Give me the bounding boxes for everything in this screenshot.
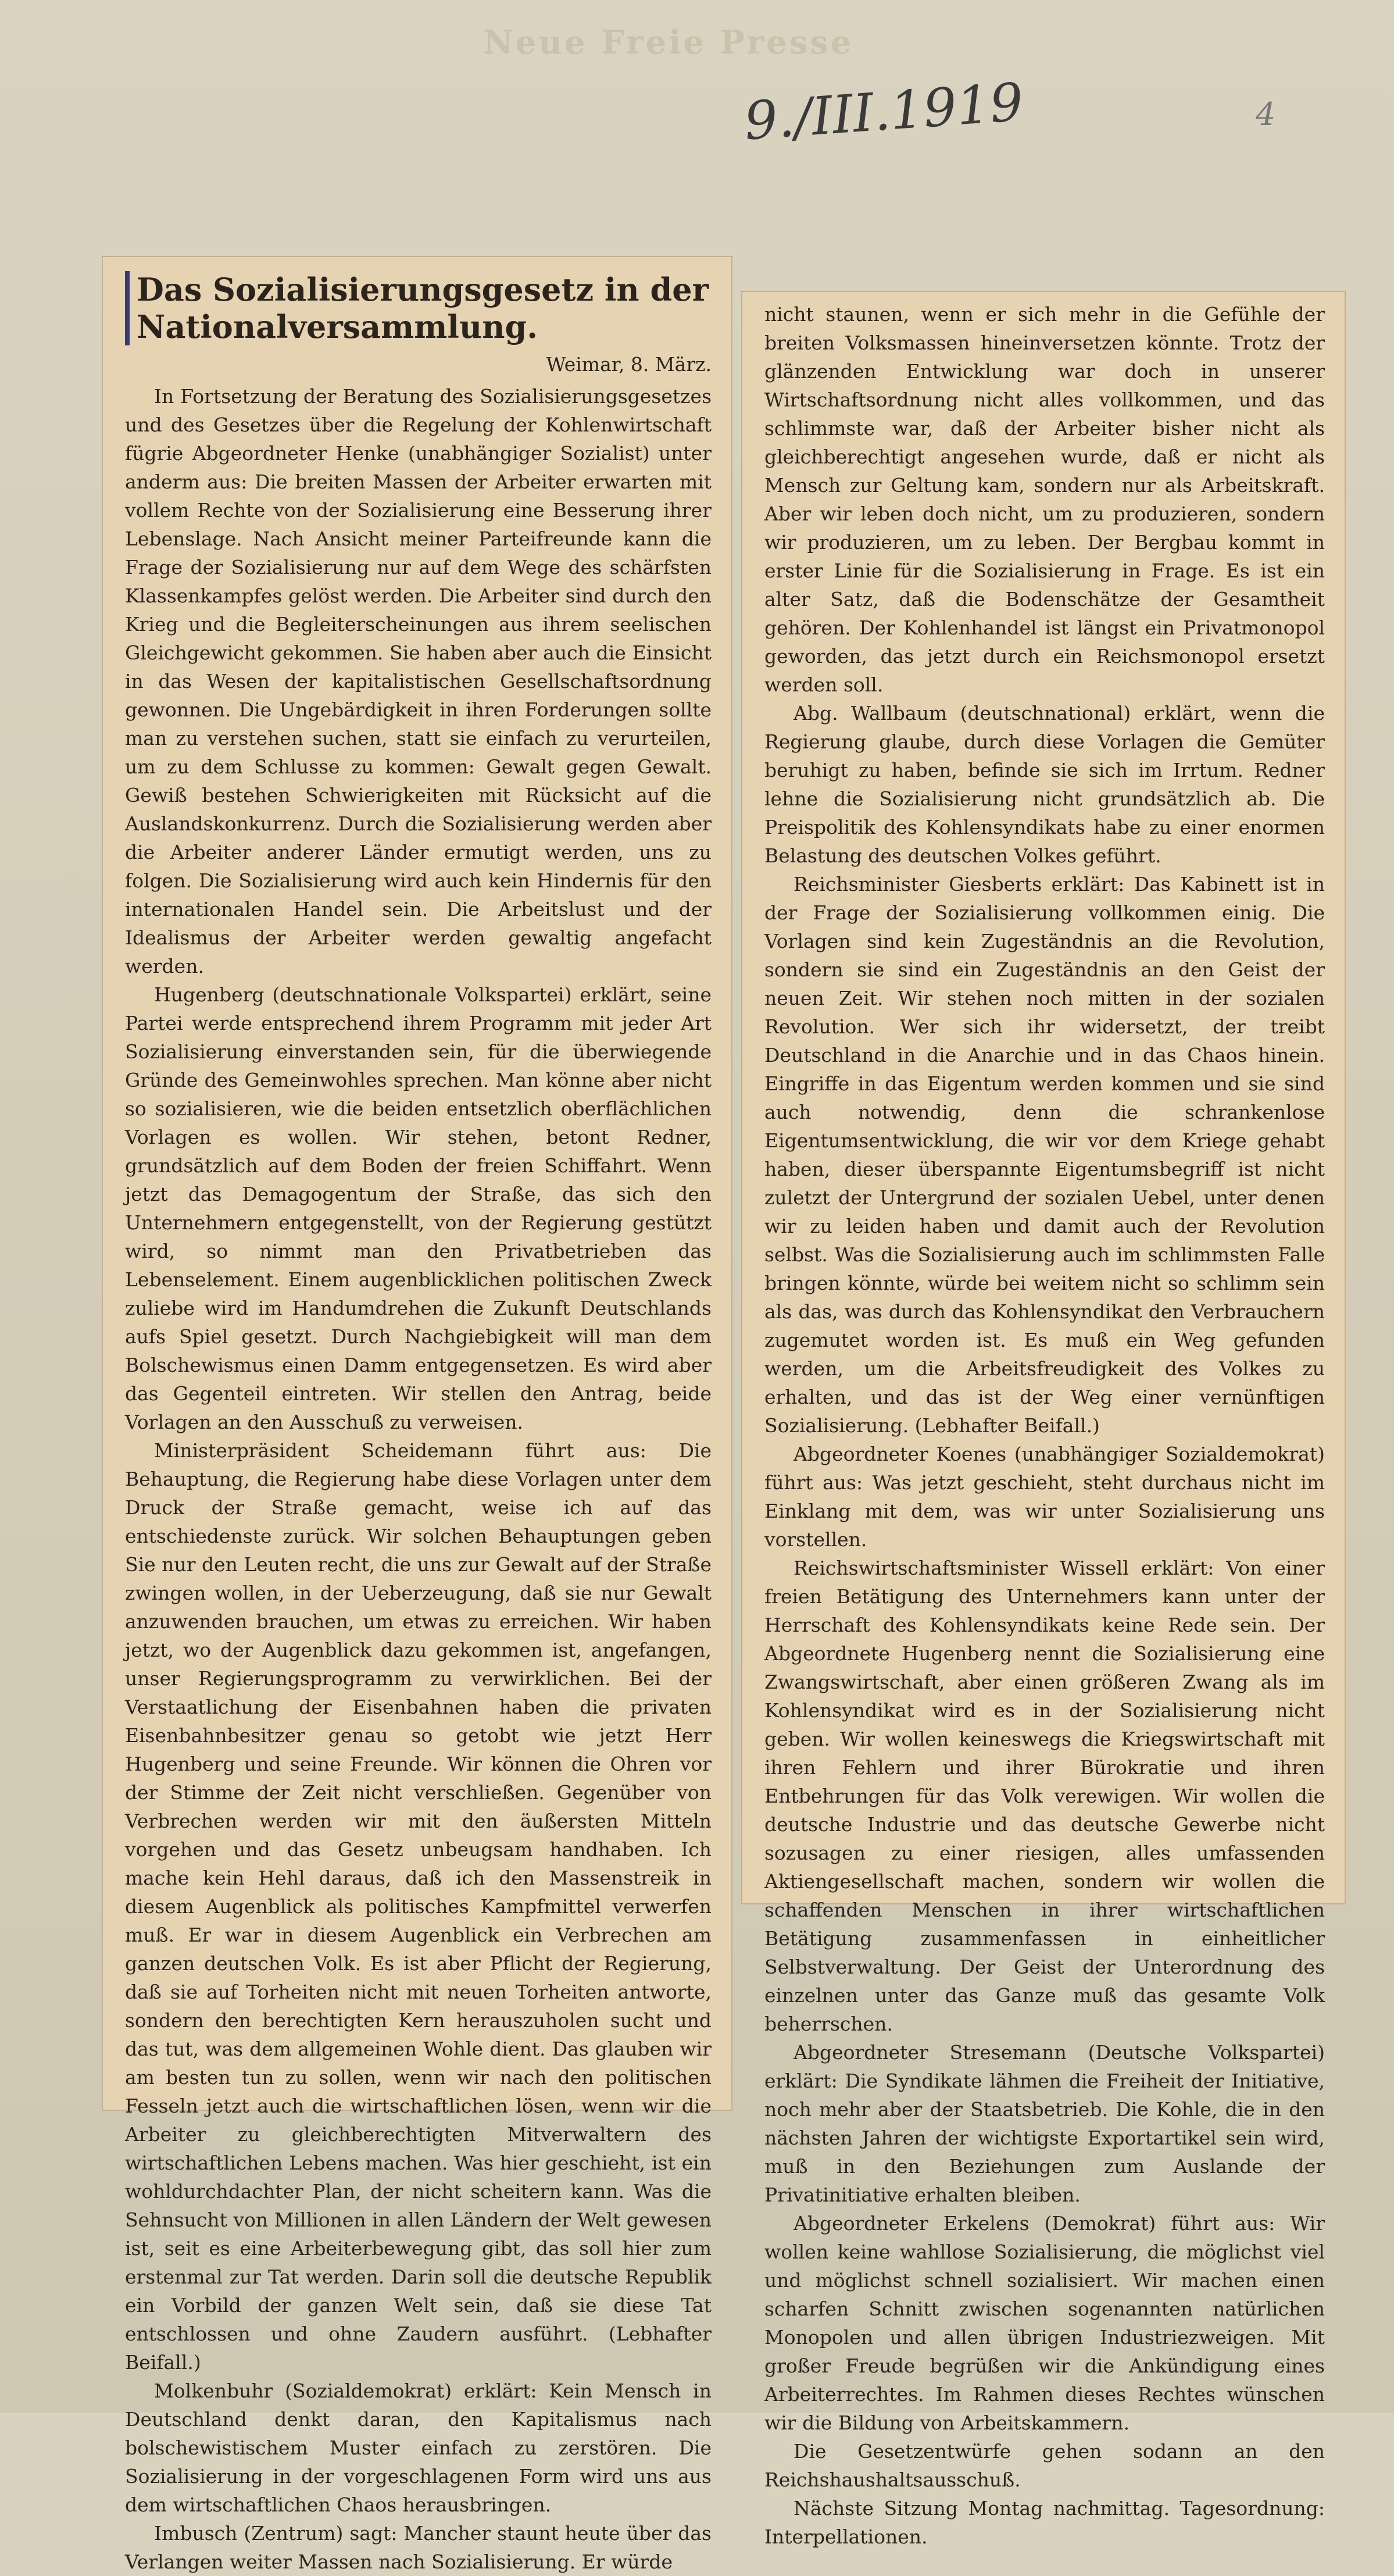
- paragraph: Abg. Wallbaum (deutschnational) erklärt, wenn die Regierung glaube, durch diese Vorlagen die Gemüter beruhigt zu haben, befinde sie sich im Irrtum. Redner lehne die Sozialisierung nicht grundsätzlich ab. Die Preispolitik des Kohlensyndikats habe zu einer enormen Belastung des deutschen Volkes geführt.: [764, 702, 1325, 867]
- paragraph: Ministerpräsident Scheidemann führt aus: Die Behauptung, die Regierung habe diese Vorlagen unter dem Druck der Straße gemacht, weise ich auf das entschiedenste zurück. Wir solchen Behauptungen geben Sie nur den Leuten recht, die uns zur Gewalt auf der Straße zwingen wollen, in der Ueberzeugung, daß sie nur Gewalt anzuwenden brauchen, um etwas zu erreichen. Wir haben jetzt, wo der Augenblick dazu gekommen ist, angefangen, unser Regierungsprogramm zu verwirklichen. Bei der Verstaatlichung der Eisenbahnen haben die privaten Eisenbahnbesitzer genau so getobt wie jetzt Herr Hugenberg und seine Freunde. Wir können die Ohren vor der Stimme der Zeit nicht verschließen. Gegenüber von Verbrechen werden wir mit den äußersten Mitteln vorgehen und das Gesetz unbeugsam handhaben. Ich mache kein Hehl daraus, daß ich den Massenstreik in diesem Augenblick als politisches Kampfmittel verwerfen muß. Er war in diesem Augenblick ein Verbrechen am ganzen deutschen Volk. Es ist aber Pflicht der Regierung, daß sie auf Torheiten nicht mit neuen Torheiten antworte, sondern den berechtigten Kern herauszuholen sucht und das tut, was dem allgemeinen Wohle dient. Das glauben wir am besten tun zu sollen, wenn wir nach den politischen Fesseln jetzt auch die wirtschaftlichen lösen, wenn wir die Arbeiter zu gleichberechtigten Mitverwaltern des wirtschaftlichen Lebens machen. Was hier geschieht, ist ein wohldurchdachter Plan, der nicht scheitern kann. Was die Sehnsucht von Millionen in allen Ländern der Welt gewesen ist, seit es eine Arbeiterbewegung gibt, das soll hier zum erstenmal zur Tat werden. Darin soll die deutsche Republik ein Vorbild der ganzen Welt sein, daß sie diese Tat entschlossen und ohne Zaudern ausführt. (Lebhafter Beifall.): [125, 1439, 712, 2374]
- paragraph: Reichswirtschaftsminister Wissell erklärt: Von einer freien Betätigung des Unternehmers kann unter der Herrschaft des Kohlensyndikats keine Rede sein. Der Abgeordnete Hugenberg nennt die Sozialisierung eine Zwangswirtschaft, aber einen größeren Zwang als im Kohlensyndikat wird es in der Sozialisierung nicht geben. Wir wollen keineswegs die Kriegswirtschaft mit ihren Fehlern und ihrer Bürokratie und ihren Entbehrungen für das Volk verewigen. Wir wollen die deutsche Industrie und das deutsche Gewerbe nicht sozusagen zu einer riesigen, alles umfassenden Aktiengesellschaft machen, sondern wir wollen die schaffenden Menschen in ihrer wirtschaftlichen Betätigung zusammenfassen in einheitlicher Selbstverwaltung. Der Geist der Unterordnung des einzelnen unter das Ganze muß das gesamte Volk beherrschen.: [764, 1557, 1325, 2035]
- paragraph: Abgeordneter Stresemann (Deutsche Volkspartei) erklärt: Die Syndikate lähmen die Freiheit der Initiative, noch mehr aber der Staatsbetrieb. Die Kohle, die in den nächsten Jahren der wichtigste Exportartikel sein wird, muß in den Beziehungen zum Auslande der Privatinitiative erhalten bleiben.: [764, 2041, 1325, 2206]
- paragraph: Molkenbuhr (Sozialdemokrat) erklärt: Kein Mensch in Deutschland denkt daran, den Kapitalismus nach bolschewistischem Muster einfach zu zerstören. Die Sozialisierung in der vorgeschlagenen Form wird uns aus dem wirtschaftlichen Chaos herausbringen.: [125, 2379, 712, 2516]
- handwritten-date: 9./III.1919: [742, 72, 1025, 152]
- page-number: 4: [1256, 96, 1276, 133]
- paragraph: Reichsminister Giesberts erklärt: Das Kabinett ist in der Frage der Sozialisierung vollkommen einig. Die Vorlagen sind kein Zugeständnis an die Revolution, sondern sie sind ein Zugeständnis an den Geist der neuen Zeit. Wir stehen noch mitten in der sozialen Revolution. Wer sich ihr widersetzt, der treibt Deutschland in die Anarchie und in das Chaos hinein. Eingriffe in das Eigentum werden kommen und sie sind auch notwendig, denn die schrankenlose Eigentumsentwicklung, die wir vor dem Kriege gehabt haben, dieser überspannte Eigentumsbegriff ist nicht zuletzt der Untergrund der sozialen Uebel, unter denen wir zu leiden haben und damit auch der Revolution selbst. Was die Sozialisierung auch im schlimmsten Falle bringen könnte, würde bei weitem nicht so schlimm sein als das, was durch das Kohlensyndikat den Verbrauchern zugemutet worden ist. Es muß ein Weg gefunden werden, um die Arbeitsfreudigkeit des Volkes zu erhalten, und das ist der Weg einer vernünftigen Sozialisierung. (Lebhafter Beifall.): [764, 873, 1325, 1437]
- paragraph: Abgeordneter Koenes (unabhängiger Sozialdemokrat) führt aus: Was jetzt geschieht, steht durchaus nicht im Einklang mit dem, was wir unter Sozialisierung uns vorstellen.: [764, 1443, 1325, 1551]
- article-headline: Das Sozialisierungsgesetz in der Nationalversammlung.: [125, 271, 712, 345]
- paragraph: Nächste Sitzung Montag nachmittag. Tagesordnung: Interpellationen.: [764, 2497, 1325, 2548]
- paragraph: In Fortsetzung der Beratung des Sozialisierungsgesetzes und des Gesetzes über die Regelung der Kohlenwirtschaft fügrie Abgeordneter Henke (unabhängiger Sozialist) unter anderm aus: Die breiten Massen der Arbeiter erwarten mit vollem Rechte von der Sozialisierung eine Besserung ihrer Lebenslage. Nach Ansicht meiner Parteifreunde kann die Frage der Sozialisierung nur auf dem Wege des schärfsten Klassenkampfes gelöst werden. Die Arbeiter sind durch den Krieg und die Begleiterscheinungen aus ihrem seelischen Gleichgewicht gekommen. Sie haben aber auch die Einsicht in das Wesen der kapitalistischen Gesellschaftsordnung gewonnen. Die Ungebärdigkeit in ihren Forderungen sollte man zu verstehen suchen, statt sie einfach zu verurteilen, um zu dem Schlusse zu kommen: Gewalt gegen Gewalt. Gewiß bestehen Schwierigkeiten mit Rücksicht auf die Auslandskonkurrenz. Durch die Sozialisierung werden aber die Arbeiter anderer Länder ermutigt werden, uns zu folgen. Die Sozialisierung wird auch kein Hindernis für den internationalen Handel sein. Die Arbeitslust und der Idealismus der Arbeiter werden gewaltig angefacht werden.: [125, 385, 712, 977]
- paragraph: Hugenberg (deutschnationale Volkspartei) erklärt, seine Partei werde entsprechend ihrem Programm mit jeder Art Sozialisierung einverstanden sein, für die überwiegende Gründe des Gemeinwohles sprechen. Man könne aber nicht so sozialisieren, wie die beiden entsetzlich oberflächlichen Vorlagen es wollen. Wir stehen, betont Redner, grundsätzlich auf dem Boden der freien Schiffahrt. Wenn jetzt das Demagogentum der Straße, das sich den Unternehmern entgegenstellt, von der Regierung gestützt wird, so nimmt man den Privatbetrieben das Lebenselement. Einem augenblicklichen politischen Zweck zuliebe wird im Handumdrehen die Zukunft Deutschlands aufs Spiel gesetzt. Durch Nachgiebigkeit will man dem Bolschewismus einen Damm entgegensetzen. Es wird aber das Gegenteil eintreten. Wir stellen den Antrag, beide Vorlagen an den Ausschuß zu verweisen.: [125, 983, 712, 1433]
- article-dateline: Weimar, 8. März.: [546, 353, 712, 376]
- paragraph: nicht staunen, wenn er sich mehr in die Gefühle der breiten Volksmassen hineinversetzen könnte. Trotz der glänzenden Entwicklung war doch in unserer Wirtschaftsordnung nicht alles vollkommen, und das schlimmste war, daß der Arbeiter bisher nicht als gleichberechtigt angesehen wurde, daß er nicht als Mensch zur Geltung kam, sondern nur als Arbeitskraft. Aber wir leben doch nicht, um zu produzieren, sondern wir produzieren, um zu leben. Der Bergbau kommt in erster Linie für die Sozialisierung in Frage. Es ist ein alter Satz, daß die Bodenschätze der Gesamtheit gehören. Der Kohlenhandel ist längst ein Privatmonopol geworden, das jetzt durch ein Reichsmonopol ersetzt werden soll.: [764, 303, 1325, 696]
- clipping-right-column: [741, 291, 1346, 2548]
- clipping-left-column: [102, 256, 732, 2573]
- paragraph: Die Gesetzentwürfe gehen sodann an den Reichshaushaltsausschuß.: [764, 2440, 1325, 2491]
- paragraph: Abgeordneter Erkelens (Demokrat) führt aus: Wir wollen keine wahllose Sozialisierung, die möglichst viel und möglichst schnell sozialisiert. Wir machen einen scharfen Schnitt zwischen sogenannten natürlichen Monopolen und allen übrigen Industriezweigen. Mit großer Freude begrüßen wir die Ankündigung eines Arbeiterrechtes. Im Rahmen dieses Rechtes wünschen wir die Bildung von Arbeitskammern.: [764, 2212, 1325, 2434]
- faint-masthead: Neue Freie Presse: [483, 23, 854, 62]
- paragraph: Imbusch (Zentrum) sagt: Mancher staunt heute über das Verlangen weiter Massen nach Sozialisierung. Er würde: [125, 2522, 712, 2573]
